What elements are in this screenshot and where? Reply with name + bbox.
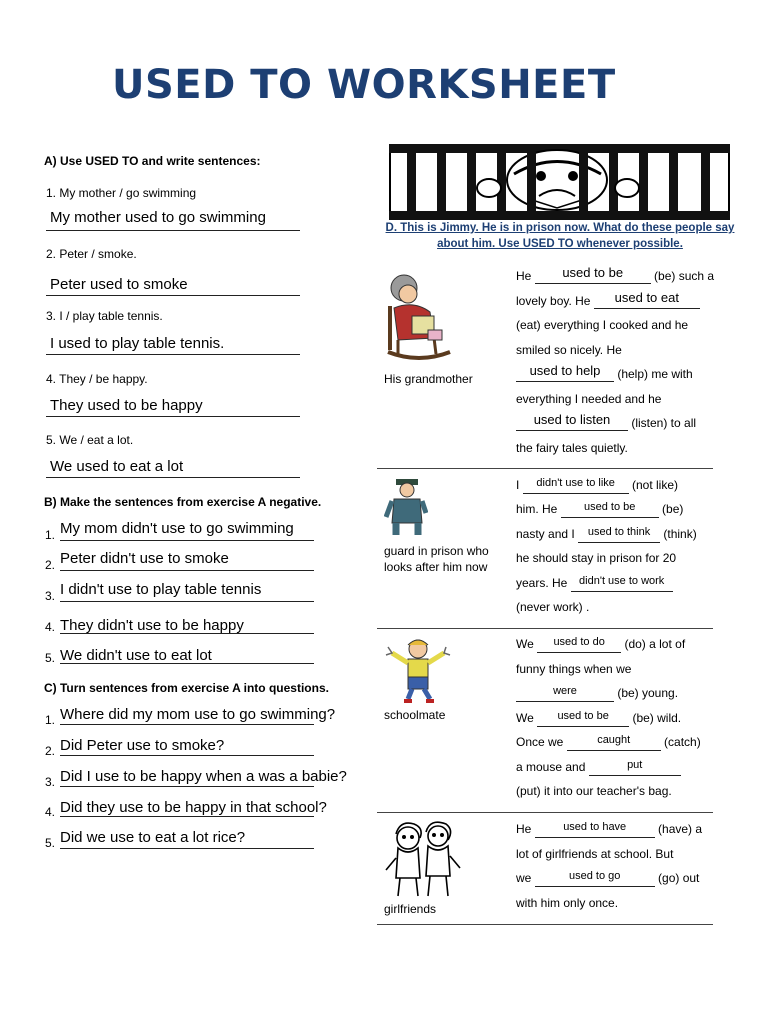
a5-answer[interactable]: We used to eat a lot: [46, 458, 300, 478]
c1-number: 1.: [45, 713, 56, 727]
grandmother-blank-4[interactable]: used to listen: [516, 416, 628, 431]
guard-blank-1[interactable]: didn't use to like: [523, 478, 629, 494]
guard-line-4: he should stay in prison for 20: [516, 551, 677, 565]
c3-number: 3.: [45, 775, 56, 789]
guard-blank-3[interactable]: used to think: [578, 527, 660, 543]
c1-answer[interactable]: Where did my mom use to go swimming?: [60, 706, 336, 723]
schoolmate-line-6: a mouse and put: [516, 755, 681, 780]
grandmother-line-1: He used to be (be) such a: [516, 265, 715, 283]
guard-line-5: years. He didn't use to work: [516, 571, 673, 596]
grandmother-line-3: (eat) everything I cooked and he: [516, 318, 689, 332]
guard-line-3: nasty and I used to think (think): [516, 526, 697, 541]
girlfriends-blank-2[interactable]: used to go: [535, 871, 655, 887]
b4-answer[interactable]: They didn't use to be happy: [60, 617, 314, 634]
c3-answer[interactable]: Did I use to be happy when a was a babie?: [60, 768, 347, 785]
b2-answer[interactable]: Peter didn't use to smoke: [60, 550, 314, 571]
girlfriends-line-4: with him only once.: [516, 896, 619, 910]
schoolmate-line-4: We used to be (be) wild.: [516, 710, 682, 725]
a2-prompt: 2. Peter / smoke.: [46, 247, 137, 261]
b4-number: 4.: [45, 620, 56, 634]
grandmother-line-7: used to listen (listen) to all: [516, 411, 696, 436]
schoolmate-blank-4[interactable]: caught: [567, 735, 661, 751]
schoolmate-blank-5[interactable]: put: [589, 760, 681, 776]
c2-answer[interactable]: Did Peter use to smoke?: [60, 737, 314, 756]
grandmother-blank-3[interactable]: used to help: [516, 367, 614, 382]
schoolmate-line-2: funny things when we: [516, 662, 632, 676]
section-a-header: A) Use USED TO and write sentences:: [44, 154, 261, 168]
grandmother-line-5: used to help (help) me with: [516, 362, 693, 387]
schoolmate-line-3: were (be) young.: [516, 681, 678, 706]
schoolmate-caption: schoolmate: [384, 708, 446, 722]
grandmother-caption: His grandmother: [384, 372, 473, 386]
schoolmate-illustration: [384, 637, 454, 703]
prison-bars-illustration: [389, 144, 730, 220]
b1-answer[interactable]: My mom didn't use to go swimming: [60, 520, 314, 541]
girlfriends-caption: girlfriends: [384, 902, 437, 916]
grandmother-line-8: the fairy tales quietly.: [516, 441, 628, 455]
a3-prompt: 3. I / play table tennis.: [46, 309, 163, 323]
section-c-header: C) Turn sentences from exercise A into questions.: [44, 681, 329, 695]
guard-line-2: him. He used to be (be): [516, 501, 684, 516]
grandmother-blank-2[interactable]: used to eat: [594, 294, 700, 309]
divider: [377, 812, 713, 813]
guard-blank-4[interactable]: didn't use to work: [571, 576, 673, 592]
c4-number: 4.: [45, 805, 56, 819]
a1-prompt: 1. My mother / go swimming: [46, 186, 197, 200]
worksheet-title: USED TO WORKSHEET: [112, 62, 616, 108]
girlfriends-line-2: lot of girlfriends at school. But: [516, 847, 674, 861]
b3-number: 3.: [45, 589, 56, 603]
b2-number: 2.: [45, 558, 56, 572]
grandmother-illustration: [384, 272, 454, 366]
schoolmate-blank-1[interactable]: used to do: [537, 637, 621, 653]
b3-answer[interactable]: I didn't use to play table tennis: [60, 581, 314, 602]
schoolmate-line-7: (put) it into our teacher's bag.: [516, 784, 672, 798]
girlfriends-line-1: He used to have (have) a: [516, 821, 703, 836]
schoolmate-line-5: Once we caught (catch): [516, 734, 701, 749]
c5-number: 5.: [45, 836, 56, 850]
guard-illustration: [384, 477, 428, 537]
b1-number: 1.: [45, 528, 56, 542]
a1-answer[interactable]: My mother used to go swimming: [46, 209, 300, 231]
girlfriends-line-3: we used to go (go) out: [516, 870, 700, 885]
grandmother-line-6: everything I needed and he: [516, 392, 662, 406]
a4-prompt: 4. They / be happy.: [46, 372, 148, 386]
b5-number: 5.: [45, 651, 56, 665]
girlfriends-blank-1[interactable]: used to have: [535, 822, 655, 838]
divider: [377, 924, 713, 925]
section-d-instruction: D. This is Jimmy. He is in prison now. What do these people say about him. Use USED TO whenever possible.: [385, 222, 735, 250]
a2-answer[interactable]: Peter used to smoke: [46, 276, 300, 296]
divider: [377, 468, 713, 469]
grandmother-line-4: smiled so nicely. He: [516, 343, 622, 357]
a5-prompt: 5. We / eat a lot.: [46, 433, 134, 447]
guard-line-6: (never work) .: [516, 600, 590, 614]
section-b-header: B) Make the sentences from exercise A negative.: [44, 495, 322, 509]
a4-answer[interactable]: They used to be happy: [46, 397, 300, 417]
grandmother-line-2: lovely boy. He used to eat: [516, 289, 700, 314]
a3-answer[interactable]: I used to play table tennis.: [46, 335, 300, 355]
schoolmate-blank-3[interactable]: used to be: [537, 711, 629, 727]
girlfriends-illustration: [384, 818, 464, 898]
grandmother-blank-1[interactable]: used to be: [535, 269, 651, 284]
schoolmate-blank-2[interactable]: were: [516, 686, 614, 702]
guard-blank-2[interactable]: used to be: [561, 502, 659, 518]
guard-line-1: I didn't use to like (not like): [516, 477, 679, 492]
guard-caption: guard in prison who looks after him now: [384, 544, 489, 574]
schoolmate-line-1: We used to do (do) a lot of: [516, 636, 686, 651]
c5-answer[interactable]: Did we use to eat a lot rice?: [60, 829, 314, 849]
c4-answer[interactable]: Did they use to be happy in that school?: [60, 799, 327, 816]
c2-number: 2.: [45, 744, 56, 758]
b5-answer[interactable]: We didn't use to eat lot: [60, 647, 314, 664]
divider: [377, 628, 713, 629]
